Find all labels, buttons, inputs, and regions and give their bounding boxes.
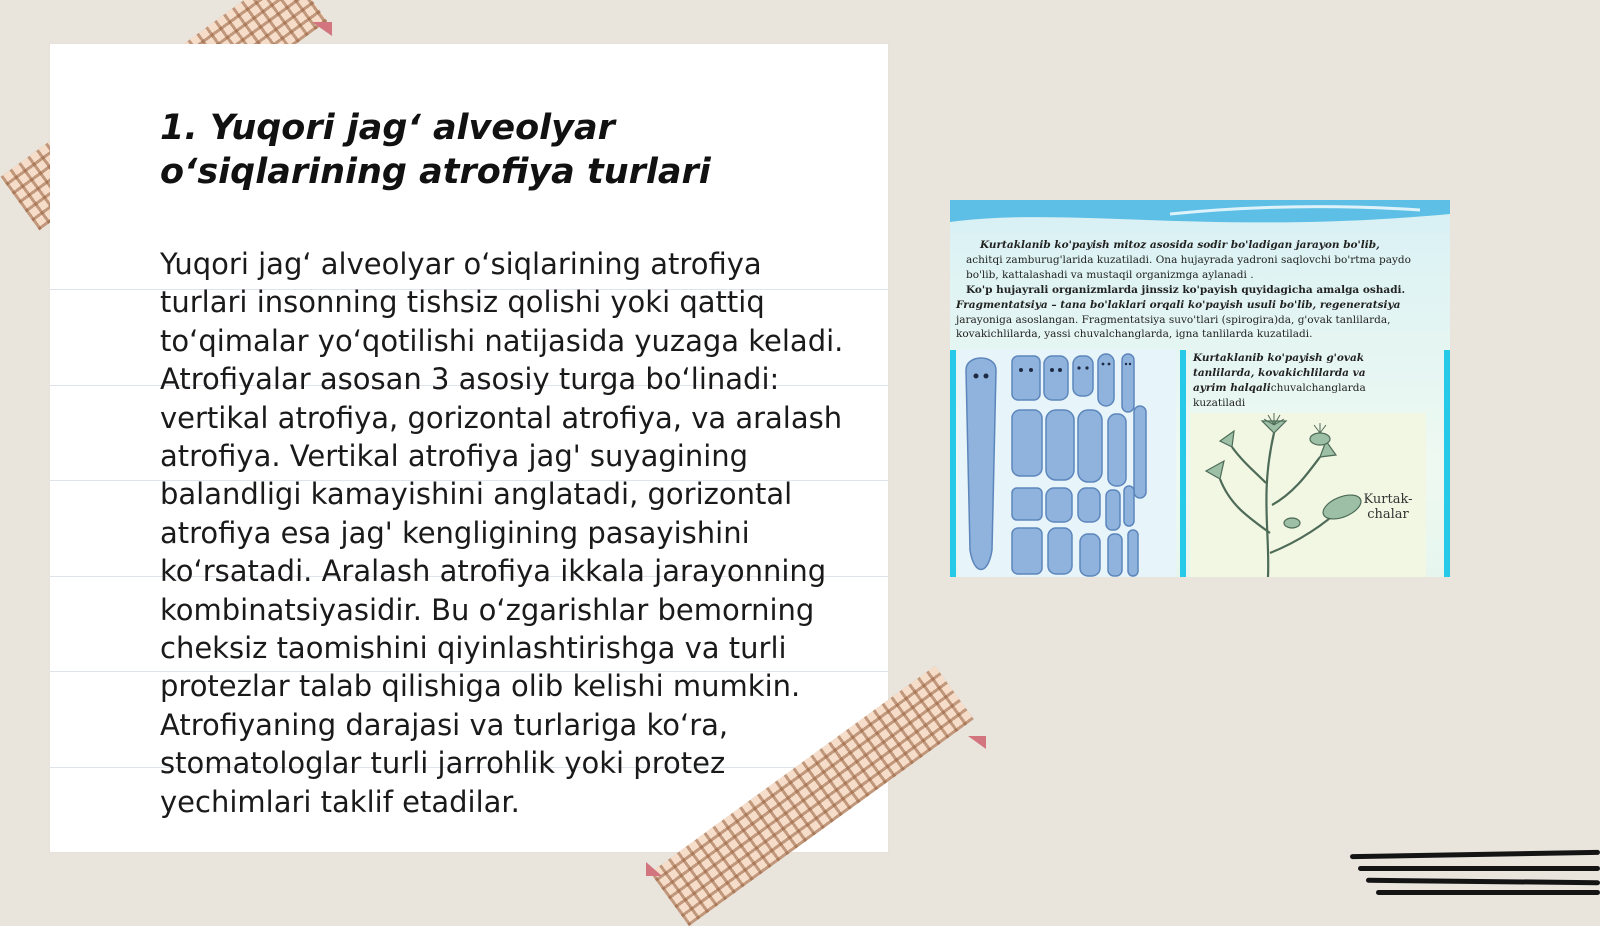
illustration-para3-rest: jarayoniga asoslangan. Fragmentatsiya suvo'tlari (spirogira)da, g'ovak tanlilarda, kovakichlilarda, yassi chuvalchanglarda, igna tanlilarda kuzatiladi. — [956, 313, 1391, 341]
slide-title: 1. Yuqori jag‘ alveolyar o‘siqlarining atrofiya turlari — [160, 108, 711, 192]
fragmentation-figure — [958, 350, 1176, 577]
budding-caption-bold: Kurtaklanib ko'payish g'ovak tanlilarda, kovakichlilarda va ayrim halqali — [1193, 352, 1366, 394]
illustration-para1-bold: Kurtaklanib ko'payish mitoz asosida sodir bo'ladigan jarayon bo'lib, — [980, 239, 1380, 251]
budding-caption-rest: chuvalchanglarda kuzatiladi — [1193, 381, 1366, 409]
decor-stripe — [1376, 890, 1600, 895]
kurtak-label-line1: Kurtak- — [1363, 492, 1413, 507]
decor-stripe — [1358, 866, 1600, 871]
paper-card — [50, 44, 888, 852]
illustration-para1-rest: achitqi zamburug'larida kuzatiladi. Ona hujayrada yadroni saqlovchi bo'rtma paydo bo'lib, kattalashadi va mustaqil organizmga aylanadi . — [966, 253, 1411, 281]
accent-strip — [1444, 350, 1450, 577]
kurtak-label — [1348, 492, 1428, 522]
decor-stripe — [1366, 878, 1600, 885]
pin-corner-icon — [312, 22, 332, 36]
illustration-para3-bold: Fragmentatsiya – tana bo'laklari orqali ko'payish usuli bo'lib, regeneratsiya — [956, 298, 1401, 311]
wave-banner — [950, 200, 1450, 234]
flatworm-fragments-icon — [958, 350, 1176, 577]
accent-strip — [950, 350, 956, 577]
illustration-para2: Ko'p hujayrali organizmlarda jinssiz ko'payish quyidagicha amalga oshadi. — [966, 283, 1406, 296]
pin-corner-icon — [646, 862, 662, 876]
pin-corner-icon — [968, 736, 986, 749]
budding-caption — [1193, 351, 1393, 411]
illustration-text — [956, 238, 1442, 342]
biology-illustration — [950, 200, 1450, 577]
slide-body-text: Yuqori jag‘ alveolyar o‘siqlarining atrofiya turlari insonning tishsiz qolishi yoki qattiq to‘qimalar yo‘qotilishi natijasida yuzaga keladi. Atrofiyalar asosan 3 asosiy turga bo‘linadi: vertikal atrofiya, gorizontal atrofiya, va aralash atrofiya. Vertikal atrofiya jag' suyagining balandligi kamayishini anglatadi, gorizontal atrofiya esa jag' kengligining pasayishini ko‘rsatadi. Aralash atrofiya ikkala jarayonning kombinatsiyasidir. Bu o‘zgarishlar bemorning cheksiz taomishini qiyinlashtirishga va turli protezlar talab qilishiga olib kelishi mumkin. Atrofiyaning darajasi va turlariga ko‘ra, stomatologlar turli jarrohlik yoki protez yechimlari taklif etadilar. — [160, 247, 844, 819]
decor-stripe — [1350, 850, 1600, 859]
kurtak-label-line2: chalar — [1367, 507, 1409, 522]
accent-strip — [1180, 350, 1186, 577]
